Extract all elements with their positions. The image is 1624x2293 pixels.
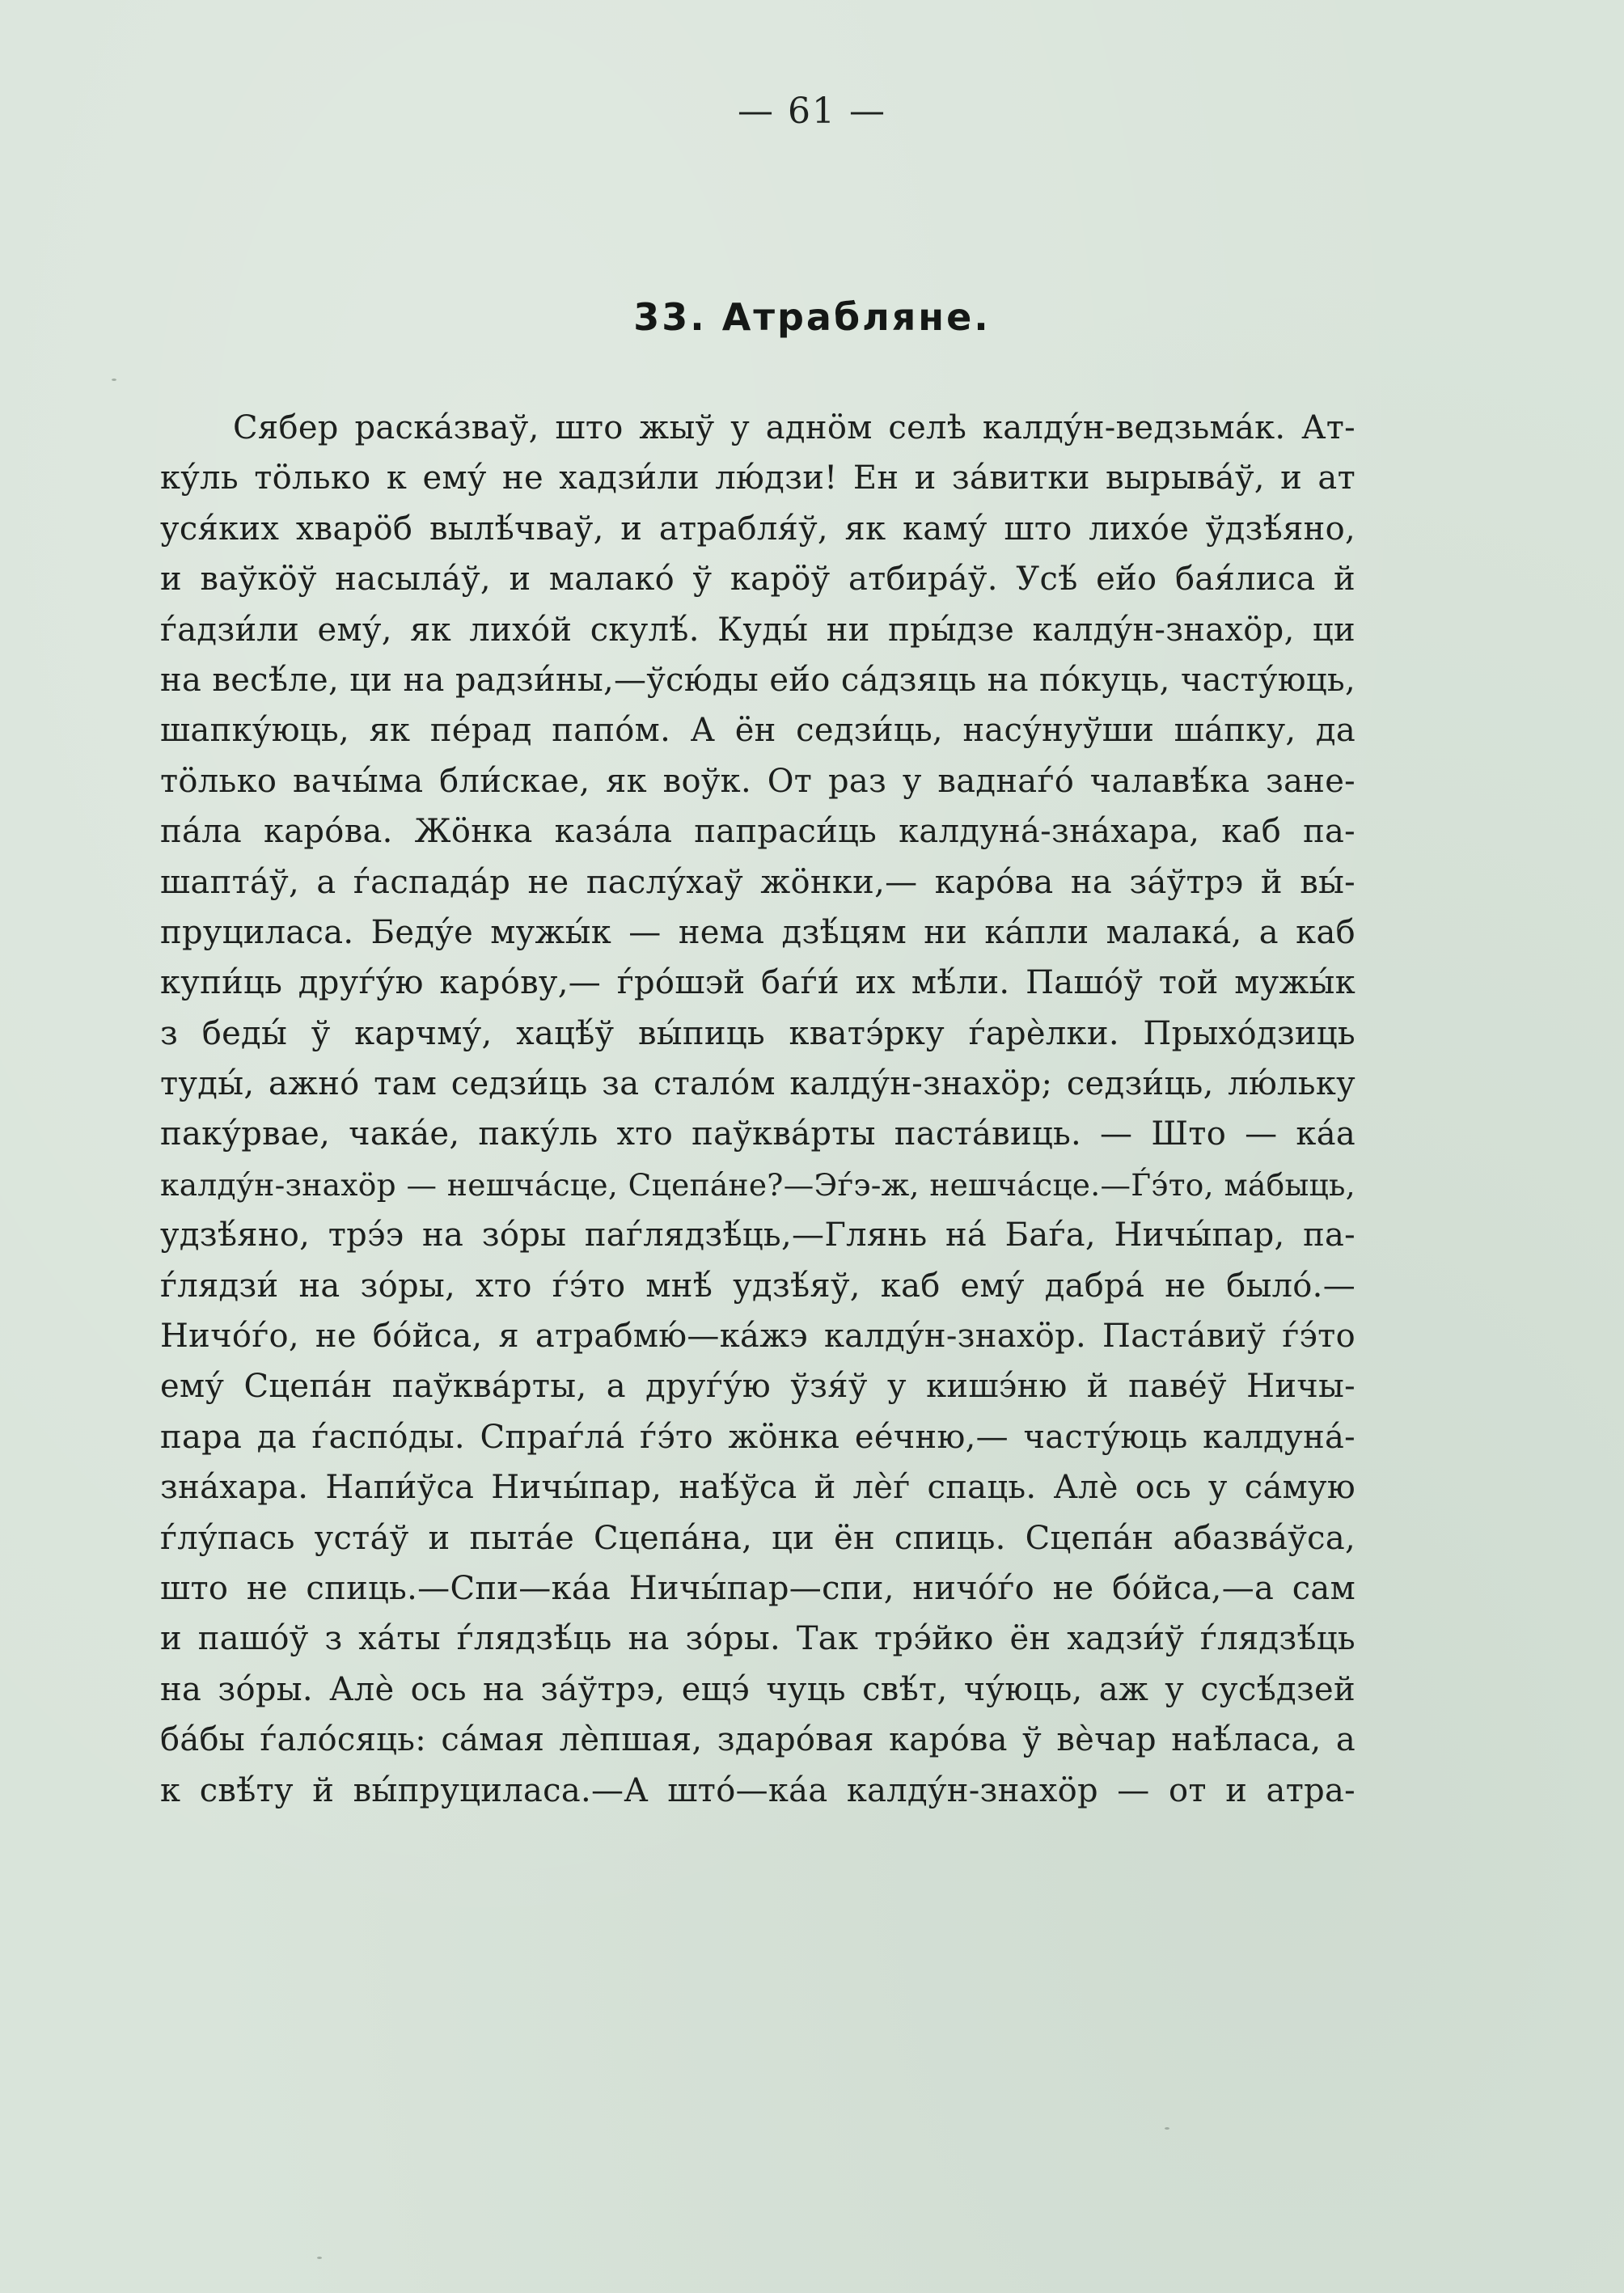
text-line: удзѣ́яно, трэ́э на зо́ры паѓлядзѣ́ць,—Глянь на́ Баѓа, Ничы́пар, па-: [160, 1216, 1355, 1254]
text-line: ба́бы ѓало́сяць: са́мая лѐпшая, здаро́вая каро́ва ў вѐчар наѣ́ласа, а: [160, 1721, 1355, 1759]
text-line: купи́ць друѓу́ю каро́ву,— ѓро́шэй баѓи́ их мѣ́ли. Пашо́ў той мужы́к: [160, 964, 1355, 1002]
text-line: туды́, ажно́ там седзи́ць за стало́м калду́н-знахӧр; седзи́ць, лю́льку: [160, 1065, 1355, 1103]
text-line: ѓлу́пась уста́ў и пыта́е Сцепа́на, ци ён спиць. Сцепа́н абазва́ўса,: [160, 1519, 1355, 1557]
chapter-title: 33. Атрабляне.: [633, 295, 991, 339]
text-line: Сябер раска́зваў, што жыў у аднӧм селѣ калду́н-ведзьма́к. Ат-: [233, 409, 1355, 446]
text-line: ку́ль тӧлько к ему́ не хадзи́ли лю́дзи! Ен и за́витки вырыва́ў, и ат: [160, 459, 1355, 497]
text-line: пара да ѓаспо́ды. Спраѓла́ ѓэ́то жӧнка ее́чню,— часту́юць калдуна́-: [160, 1418, 1355, 1456]
text-line: тӧлько вачы́ма бли́скае, як воўк. От раз у ваднаѓо́ чалавѣ́ка зане-: [160, 762, 1355, 800]
text-line: ему́ Сцепа́н паўква́рты, а друѓу́ю ўзя́ў у кишэ́ню й паве́ў Ничы-: [160, 1368, 1355, 1406]
page-number: — 61 —: [738, 91, 886, 132]
text-line: па́ла каро́ва. Жӧнка каза́ла папраси́ць калдуна́-зна́хара, каб па-: [160, 813, 1355, 851]
text-line: паку́рвае, чака́е, паку́ль хто паўква́рты паста́виць. — Што — ка́а: [160, 1115, 1355, 1153]
text-line: калду́н-знахӧр — нешча́сце, Сцепа́не?—Эѓэ-ж, нешча́сце.—Ѓэ́то, ма́быць,: [160, 1166, 1355, 1203]
text-line: и ваўкӧў насыла́ў, и малако́ ў карӧў атбира́ў. Усѣ́ ей́о бая́лиса й: [160, 561, 1355, 599]
text-line: ѓлядзи́ на зо́ры, хто ѓэ́то мнѣ́ удзѣ́яў, каб ему́ дабра́ не было́.—: [160, 1267, 1355, 1305]
paper-speck: [317, 2257, 322, 2259]
text-line: к свѣ́ту й вы́пруциласа.—А што́—ка́а калду́н-знахӧр — от и атра-: [160, 1771, 1355, 1809]
text-line: шапта́ў, а ѓаспада́р не паслу́хаў жӧнки,— каро́ва на за́ўтрэ й вы́-: [160, 863, 1355, 901]
paper-speck: [1165, 2127, 1169, 2130]
text-line: уся́ких хварӧб вылѣ́чваў, и атрабля́ў, як каму́ што лихо́е ўдзѣ́яно,: [160, 510, 1355, 548]
text-line: Ничо́ѓо, не бо́йса, я атрабмю́—ка́жэ калду́н-знахӧр. Паста́виў ѓэ́то: [160, 1318, 1355, 1356]
text-line: ѓадзи́ли ему́, як лихо́й скулѣ́. Куды́ ни пры́дзе калду́н-знахӧр, ци: [160, 611, 1355, 649]
text-line: што не спиць.—Спи—ка́а Ничы́пар—спи, ничо́ѓо не бо́йса,—а сам: [160, 1569, 1355, 1607]
text-line: шапку́юць, як пе́рад папо́м. А ён седзи́ць, насу́нуўши ша́пку, да: [160, 712, 1355, 750]
body-text: [160, 403, 1355, 1816]
text-line: з беды́ ў карчму́, хацѣ́ў вы́пиць кватэ́рку ѓарѐлки. Прыхо́дзиць: [160, 1014, 1355, 1052]
text-line: зна́хара. Напи́ўса Ничы́пар, наѣ́ўса й лѐѓ спаць. Алѐ ось у са́мую: [160, 1469, 1355, 1507]
paper-speck: [112, 379, 116, 381]
text-line: на весѣ́ле, ци на радзи́ны,—ўсю́ды ей́о са́дзяць на по́куць, часту́юць,: [160, 661, 1355, 699]
text-line: и пашо́ў з ха́ты ѓлядзѣ́ць на зо́ры. Так трэ́йко ён хадзи́ў ѓлядзѣ́ць: [160, 1620, 1355, 1658]
text-line: пруциласа. Беду́е мужы́к — нема дзѣ́цям ни ка́пли малака́, а каб: [160, 913, 1355, 951]
text-line: на зо́ры. Алѐ ось на за́ўтрэ, ещэ́ чуць свѣ́т, чу́юць, аж у сусѣ́дзей: [160, 1670, 1355, 1708]
